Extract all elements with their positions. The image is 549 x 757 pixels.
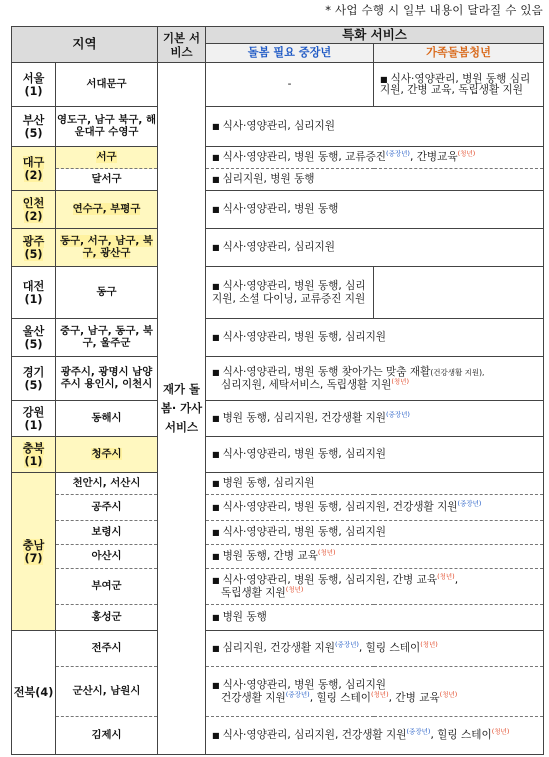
- district-cheonan: 천안시, 서산시: [56, 473, 158, 495]
- basic-service-cell: [158, 63, 206, 755]
- basic-service-text: 재가 돌봄· 가사 서비스: [160, 382, 203, 434]
- district-gongju: 공주시: [56, 495, 158, 521]
- region-chungbuk: 충북 (1): [12, 437, 56, 473]
- district-busan: 영도구, 남구 북구, 해운대구 수영구: [56, 107, 158, 147]
- district-buyeo: 부여군: [56, 569, 158, 605]
- buyeo-service: ■ 식사·영양관리, 병원 동행, 심리지원, 간병 교육$^{(청년)}$, 독립생활 지원$^{(청년)}$: [206, 569, 544, 605]
- district-daejeon: 동구: [56, 267, 158, 319]
- district-boryeong: 보령시: [56, 521, 158, 545]
- gyeonggi-service: ■ 식사·영양관리, 병원 동행 찾아가는 맞춤 재활(건강생활 지원), 심리지원, 세탁서비스, 독립생활 지원$^{(청년)}$: [206, 357, 544, 401]
- region-gangwon: 강원 (1): [12, 401, 56, 437]
- region-daegu: 대구 (2): [12, 147, 56, 191]
- daegu-dalseo-service: ■ 심리지원, 병원 동행: [206, 169, 544, 191]
- gimje-service: ■ 식사·영양관리, 심리지원, 건강생활 지원$^{(중장년)}$, 힐링 스테이$^{(청년)}$: [206, 717, 544, 755]
- region-busan: 부산 (5): [12, 107, 56, 147]
- district-hongseong: 홍성군: [56, 605, 158, 631]
- gangwon-service: ■ 병원 동행, 심리지원, 건강생활 지원$^{(중장년)}$: [206, 401, 544, 437]
- seoul-middle-cell: -: [206, 63, 374, 107]
- district-gangwon: 동해시: [56, 401, 158, 437]
- district-incheon: 연수구, 부평구: [56, 191, 158, 229]
- region-chungnam: 충남 (7): [12, 473, 56, 631]
- chungbuk-service: ■ 식사·영양관리, 병원 동행, 심리지원: [206, 437, 544, 473]
- boryeong-service: ■ 식사·영양관리, 병원 동행, 심리지원: [206, 521, 544, 545]
- gwangju-service: ■ 식사·영양관리, 심리지원: [206, 229, 544, 267]
- region-ulsan: 울산 (5): [12, 319, 56, 357]
- footnote-note: * 사업 수행 시 일부 내용이 달라질 수 있음: [325, 3, 543, 17]
- district-gimje: 김제시: [56, 717, 158, 755]
- district-ulsan: 중구, 남구, 동구, 북구, 울주군: [56, 319, 158, 357]
- busan-service-cell: ■ 식사·영양관리, 심리지원: [206, 107, 544, 147]
- header-middle-aged: 돌봄 필요 중장년: [206, 44, 374, 63]
- seoul-youth-cell: ■ 식사·영양관리, 병원 동행 심리지원, 간병 교육, 독립생활 지원: [374, 63, 544, 107]
- district-asan: 아산시: [56, 545, 158, 569]
- district-chungbuk: 청주시: [56, 437, 158, 473]
- header-basic-service: 기본 서비스: [158, 27, 206, 63]
- district-jeonju: 전주시: [56, 631, 158, 667]
- header-young-carer: 가족돌봄청년: [374, 44, 544, 63]
- hongseong-service: ■ 병원 동행: [206, 605, 544, 631]
- gunsan-service: ■ 식사·영양관리, 병원 동행, 심리지원 건강생활 지원$^{(중장년)}$, 힐링 스테이$^{(청년)}$, 간병 교육$^{(청년)}$: [206, 667, 544, 717]
- asan-service: ■ 병원 동행, 간병 교육$^{(청년)}$: [206, 545, 544, 569]
- region-gyeonggi: 경기 (5): [12, 357, 56, 401]
- daejeon-middle-cell: ■ 식사·영양관리, 병원 동행, 심리지원, 소셜 다이닝, 교류증진 지원: [206, 267, 374, 319]
- region-jeonbuk: 전북(4): [12, 631, 56, 755]
- district-daegu-dalseo: 달서구: [56, 169, 158, 191]
- district-gunsan: 군산시, 남원시: [56, 667, 158, 717]
- cheonan-service: ■ 병원 동행, 심리지원: [206, 473, 544, 495]
- daejeon-youth-cell: [374, 267, 544, 319]
- region-daejeon: 대전 (1): [12, 267, 56, 319]
- header-region: 지역: [12, 27, 158, 63]
- incheon-service: ■ 식사·영양관리, 병원 동행: [206, 191, 544, 229]
- header-special-service: 특화 서비스: [206, 27, 544, 44]
- district-gwangju: 동구, 서구, 남구, 북구, 광산구: [56, 229, 158, 267]
- district-seoul: 서대문구: [56, 63, 158, 107]
- region-seoul: 서울 (1): [12, 63, 56, 107]
- district-daegu-seogu: 서구: [56, 147, 158, 169]
- ulsan-service: ■ 식사·영양관리, 병원 동행, 심리지원: [206, 319, 544, 357]
- region-incheon: 인천 (2): [12, 191, 56, 229]
- region-gwangju: 광주 (5): [12, 229, 56, 267]
- service-table: [11, 26, 544, 755]
- jeonju-service: ■ 심리지원, 건강생활 지원$^{(중장년)}$, 힐링 스테이$^{(청년)}$: [206, 631, 544, 667]
- daegu-seogu-service: ■ 식사·영양관리, 병원 동행, 교류증진$^{(중장년)}$, 간병교육$^{(청년)}$: [206, 147, 544, 169]
- gongju-service: ■ 식사·영양관리, 병원 동행, 심리지원, 건강생활 지원$^{(중장년)}$: [206, 495, 544, 521]
- district-gyeonggi: 광주시, 광명시 남양주시 용인시, 이천시: [56, 357, 158, 401]
